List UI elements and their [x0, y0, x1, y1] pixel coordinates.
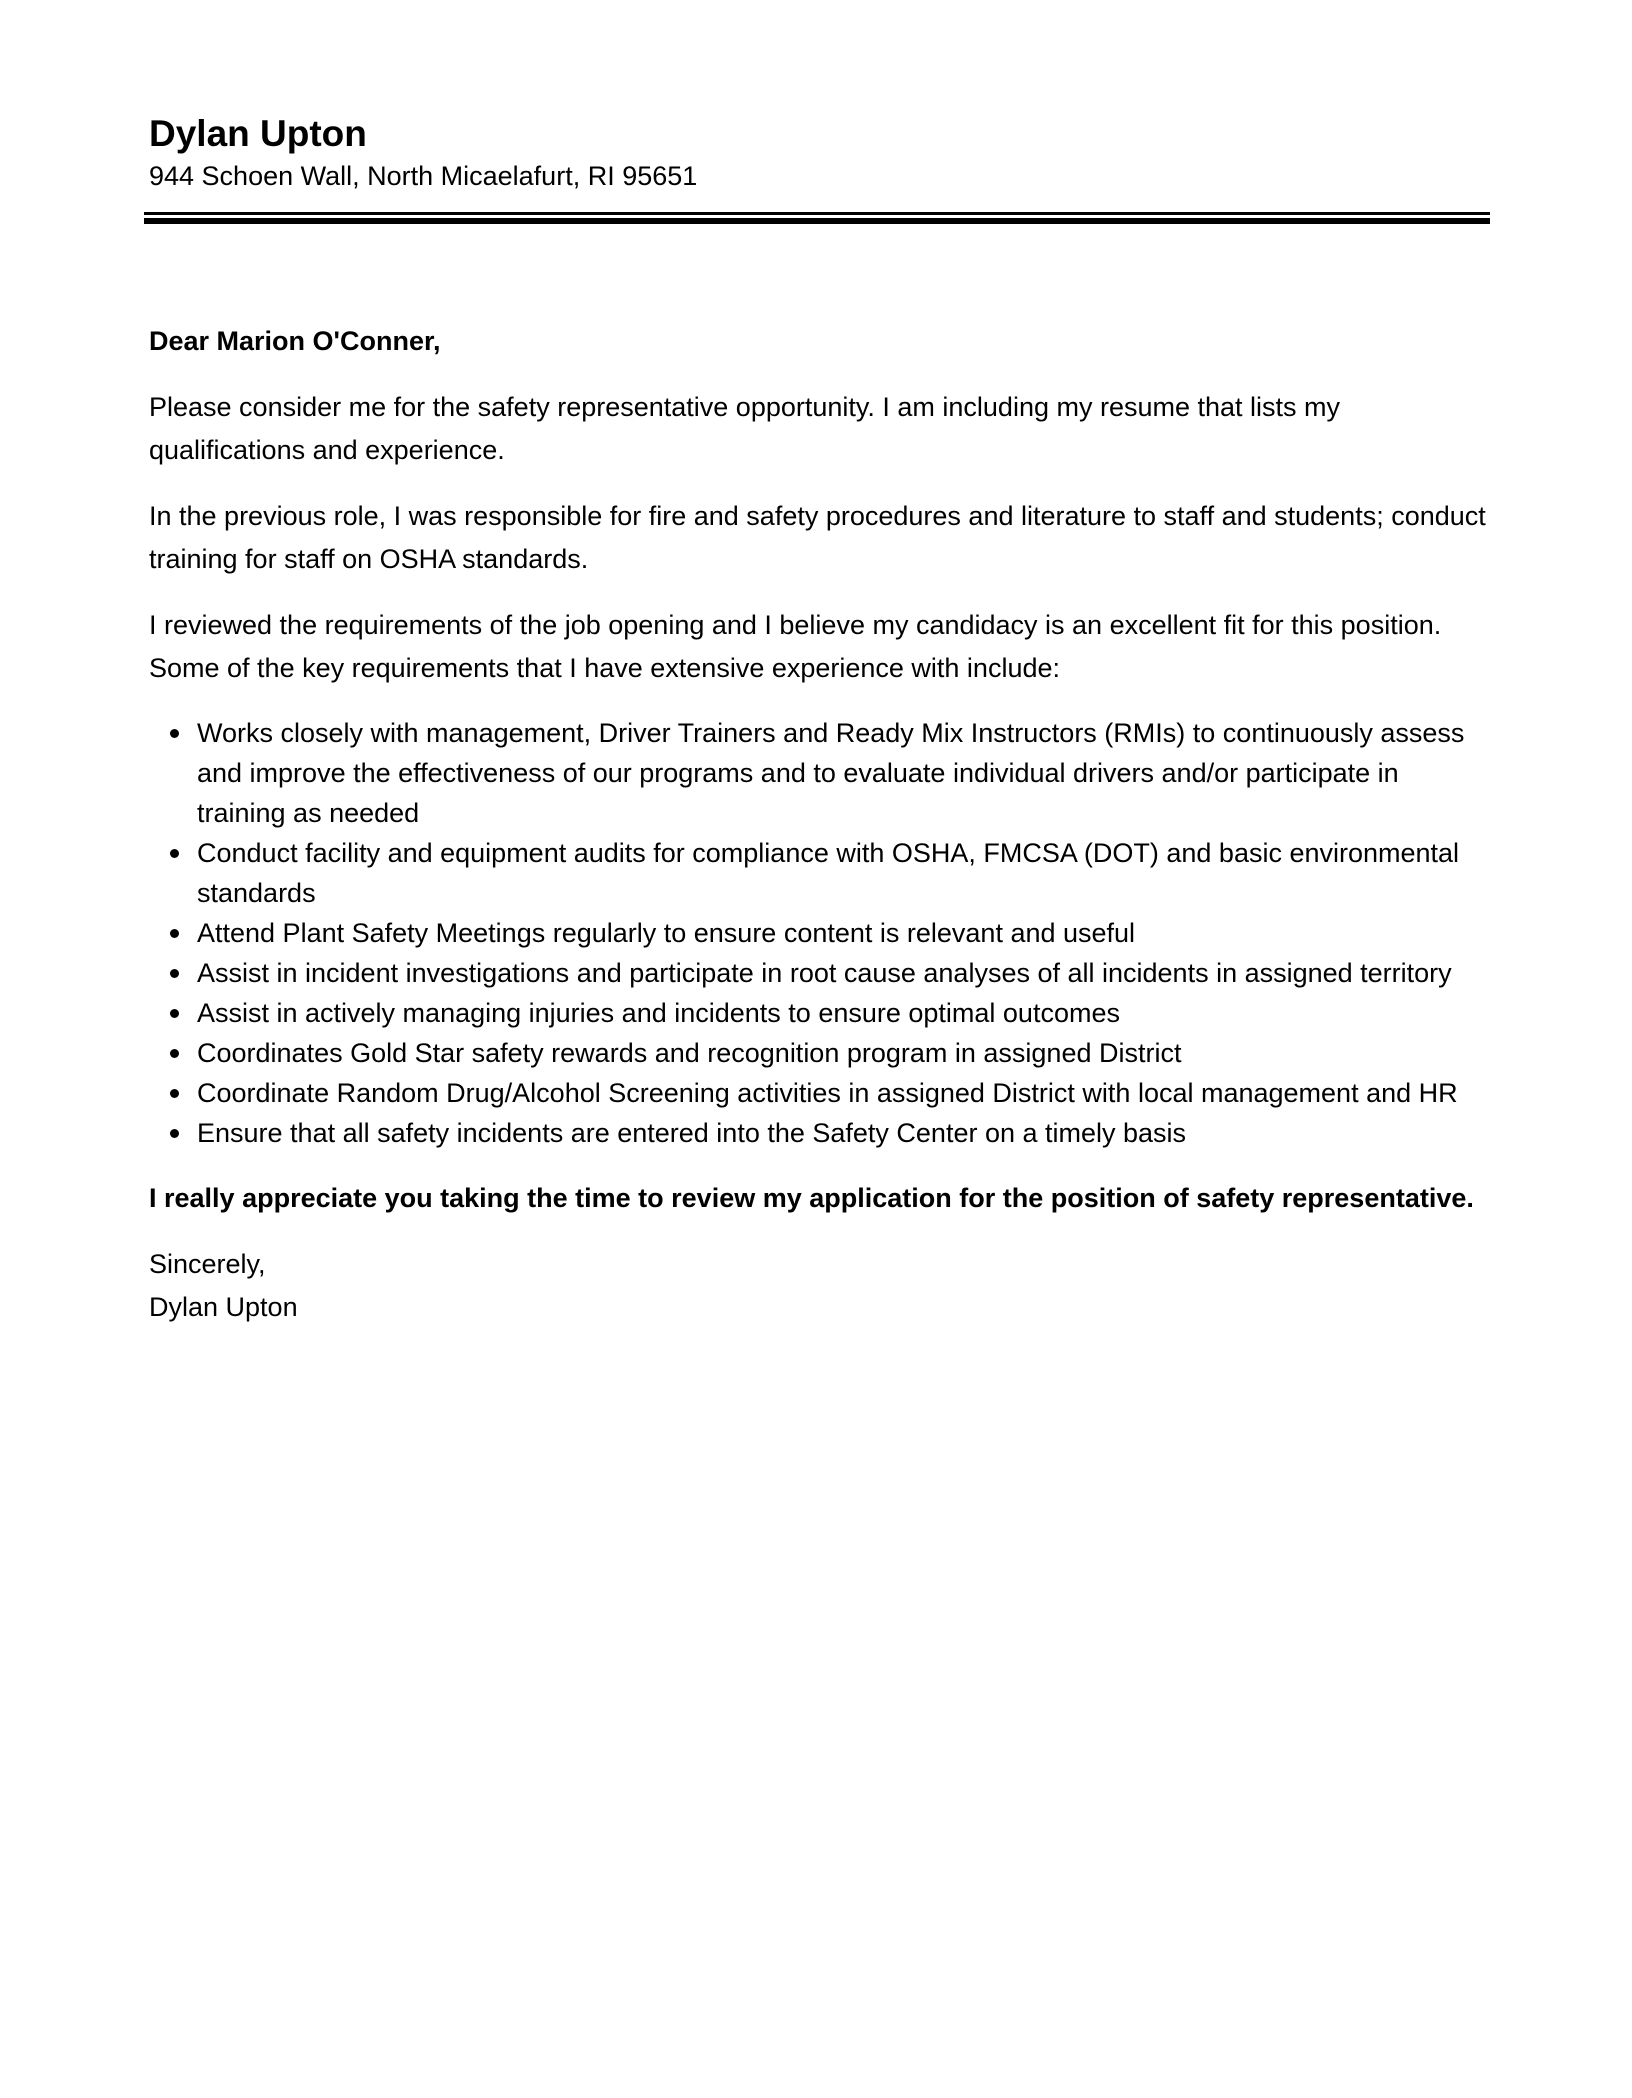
list-item — [149, 833, 1491, 913]
bullet-icon — [170, 1009, 179, 1018]
list-item-text: Works closely with management, Driver Trainers and Ready Mix Instructors (RMIs) to continuously assess and improve the effectiveness of our programs and to evaluate individual drivers and/or participate in training as needed — [197, 718, 1465, 828]
list-item-text: Assist in actively managing injuries and incidents to ensure optimal outcomes — [197, 998, 1120, 1028]
list-item-text: Attend Plant Safety Meetings regularly to ensure content is relevant and useful — [197, 918, 1136, 948]
letter-body — [149, 320, 1491, 1329]
list-item — [149, 1073, 1491, 1113]
list-item — [149, 993, 1491, 1033]
salutation: Dear Marion O'Conner, — [149, 326, 441, 356]
list-item-text: Conduct facility and equipment audits for compliance with OSHA, FMCSA (DOT) and basic environmental standards — [197, 838, 1460, 908]
list-item-text: Coordinate Random Drug/Alcohol Screening activities in assigned District with local management and HR — [197, 1078, 1458, 1108]
paragraph-previous-role: In the previous role, I was responsible for fire and safety procedures and literature to staff and students; conduct training for staff on OSHA standards. — [149, 501, 1486, 574]
list-item — [149, 1113, 1491, 1153]
list-item — [149, 1033, 1491, 1073]
divider-thin-line — [144, 212, 1490, 215]
closing-statement: I really appreciate you taking the time to review my application for the position of safety representative. — [149, 1183, 1474, 1213]
bullet-icon — [170, 1049, 179, 1058]
bullet-icon — [170, 729, 179, 738]
sender-address: 944 Schoen Wall, North Micaelafurt, RI 95651 — [149, 161, 698, 191]
signature-name: Dylan Upton — [149, 1292, 298, 1322]
bullet-icon — [170, 1089, 179, 1098]
bullet-icon — [170, 929, 179, 938]
bullet-icon — [170, 969, 179, 978]
list-item — [149, 713, 1491, 833]
bullet-icon — [170, 849, 179, 858]
requirements-list — [149, 713, 1491, 1153]
list-item — [149, 913, 1491, 953]
header-divider — [144, 212, 1490, 224]
paragraph-requirements: I reviewed the requirements of the job opening and I believe my candidacy is an excellent fit for this position. Some of the key requirements that I have extensive experience with include: — [149, 610, 1442, 683]
list-item-text: Ensure that all safety incidents are entered into the Safety Center on a timely basis — [197, 1118, 1187, 1148]
paragraph-intro: Please consider me for the safety representative opportunity. I am including my resume that lists my qualifications and experience. — [149, 392, 1341, 465]
list-item — [149, 953, 1491, 993]
divider-thick-line — [144, 218, 1490, 224]
signoff: Sincerely, — [149, 1249, 266, 1279]
list-item-text: Assist in incident investigations and participate in root cause analyses of all incidents in assigned territory — [197, 958, 1452, 988]
bullet-icon — [170, 1129, 179, 1138]
list-item-text: Coordinates Gold Star safety rewards and recognition program in assigned District — [197, 1038, 1182, 1068]
sender-name: Dylan Upton — [149, 113, 367, 154]
letter-header — [149, 110, 1489, 194]
